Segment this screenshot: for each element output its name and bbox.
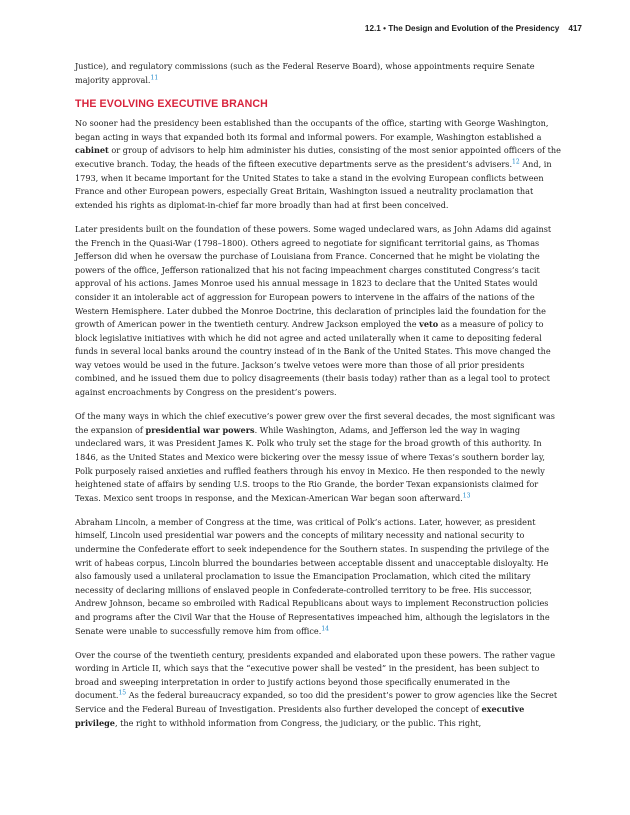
section-heading: THE EVOLVING EXECUTIVE BRANCH	[75, 97, 268, 110]
key-term-veto[interactable]: veto	[419, 319, 439, 330]
footnote-ref-13[interactable]: 13	[462, 492, 471, 499]
footnote-ref-12[interactable]: 12	[512, 158, 520, 166]
footnote-ref-11[interactable]: 11	[150, 73, 159, 81]
footnote-ref-14[interactable]: 14	[321, 624, 329, 632]
key-term-executive-privilege[interactable]: executive privilege	[75, 704, 525, 728]
paragraph-5: Over the course of the twentieth century, presidents expanded and elaborated upon these powers. The rather vague wording in Article II, which says that the “executive power shall be vested” in the president, has been subject to broad and sweeping interpretation in order to justify actions beyond those specifically enumerated in the document.$^{15}$ As the federal bureaucracy expanded, so too did the president’s power to grow agencies like the Secret Service and the Federal Bureau of Investigation. Presidents also further developed the concept of executive privilege, the right to withhold information from Congress, the judiciary, or the public. This right,	[75, 649, 558, 728]
paragraph-continuation: Justice), and regulatory commissions (such as the Federal Reserve Board), whose appointments require Senate majority approval.$^{11}$	[75, 61, 535, 85]
footnote-ref-15[interactable]: 15	[118, 689, 127, 697]
key-term-presidential-war-powers[interactable]: presidential war powers	[145, 424, 255, 435]
paragraph-1: No sooner had the presidency been established than the occupants of the office, starting with George Washington, began acting in ways that expanded both its formal and informal powers. For example, Washington established a cabinet or group of advisors to help him administer his duties, consisting of the most senior appointed officers of the executive branch. Today, the heads of the fifteen executive departments serve as the president’s advisers.$^{12}$ And, in 1793, when it became important for the United States to take a stand in the evolving European conflicts between France and other European powers, especially Great Britain, Washington issued a neutrality proclamation that extended his rights as diplomat-in-chief far more broadly than had at first been conceived.	[75, 118, 561, 210]
paragraph-3: Of the many ways in which the chief executive’s power grew over the first several decades, the most significant was the expansion of presidential war powers. While Washington, Adams, and Jefferson led the way in waging undeclared wars, it was President James K. Polk who truly set the stage for the broad growth of this authority. In 1846, as the United States and Mexico were bickering over the messy issue of where Texas’s southern border lay, Polk purposely raised anxieties and ruffled feathers through his envoy in Mexico. He then responded to the newly heightened state of affairs by sending U.S. troops to the Rio Grande, the border Texan expansionists claimed for Texas. Mexico sent troops in response, and the Mexican-American War began soon afterward.$^{13}$	[75, 411, 555, 503]
running-head	[365, 24, 582, 33]
paragraph-4: Abraham Lincoln, a member of Congress at the time, was critical of Polk’s actions. Later, however, as president himself, Lincoln used presidential war powers and the concepts of military necessity and national security to undermine the Confederate effort to seek independence for the Southern states. In suspending the privilege of the writ of habeas corpus, Lincoln blurred the boundaries between acceptable dissent and unacceptable disloyalty. He also famously used a unilateral proclamation to issue the Emancipation Proclamation, which cited the military necessity of declaring millions of enslaved people in Confederate-controlled territory to be free. His successor, Andrew Johnson, became so embroiled with Radical Republicans about ways to implement Reconstruction policies and programs after the Civil War that the House of Representatives impeached him, although the legislators in the Senate were unable to successfully remove him from office.$^{14}$	[75, 516, 550, 636]
body-text	[75, 60, 561, 741]
page-number: 417	[568, 24, 582, 33]
key-term-cabinet[interactable]: cabinet	[75, 145, 109, 156]
section-title: 12.1 • The Design and Evolution of the Presidency	[364, 24, 560, 33]
paragraph-2: Later presidents built on the foundation of these powers. Some waged undeclared wars, as John Adams did against the French in the Quasi-War (1798–1800). Others agreed to negotiate for significant territorial gains, as Thomas Jefferson did when he oversaw the purchase of Louisiana from France. Concerned that he might be violating the powers of the office, Jefferson rationalized that his not facing impeachment charges constituted Congress’s tacit approval of his actions. James Monroe used his annual message in 1823 to declare that the United States would consider it an intolerable act of aggression for European powers to intervene in the affairs of the nations of the Western Hemisphere. Later dubbed the Monroe Doctrine, this declaration of principles laid the foundation for the growth of American power in the twentieth century. Andrew Jackson employed the veto as a measure of policy to block legislative initiatives with which he did not agree and acted unilaterally when it came to depositing federal funds in several local banks around the country instead of in the Bank of the United States. This move changed the way vetoes would be used in the future. Jackson’s twelve vetoes were more than those of all prior presidents combined, and he issued them due to policy disagreements (their basis today) rather than as a legal tool to protect against encroachments by Congress on the president’s powers.	[75, 223, 552, 398]
